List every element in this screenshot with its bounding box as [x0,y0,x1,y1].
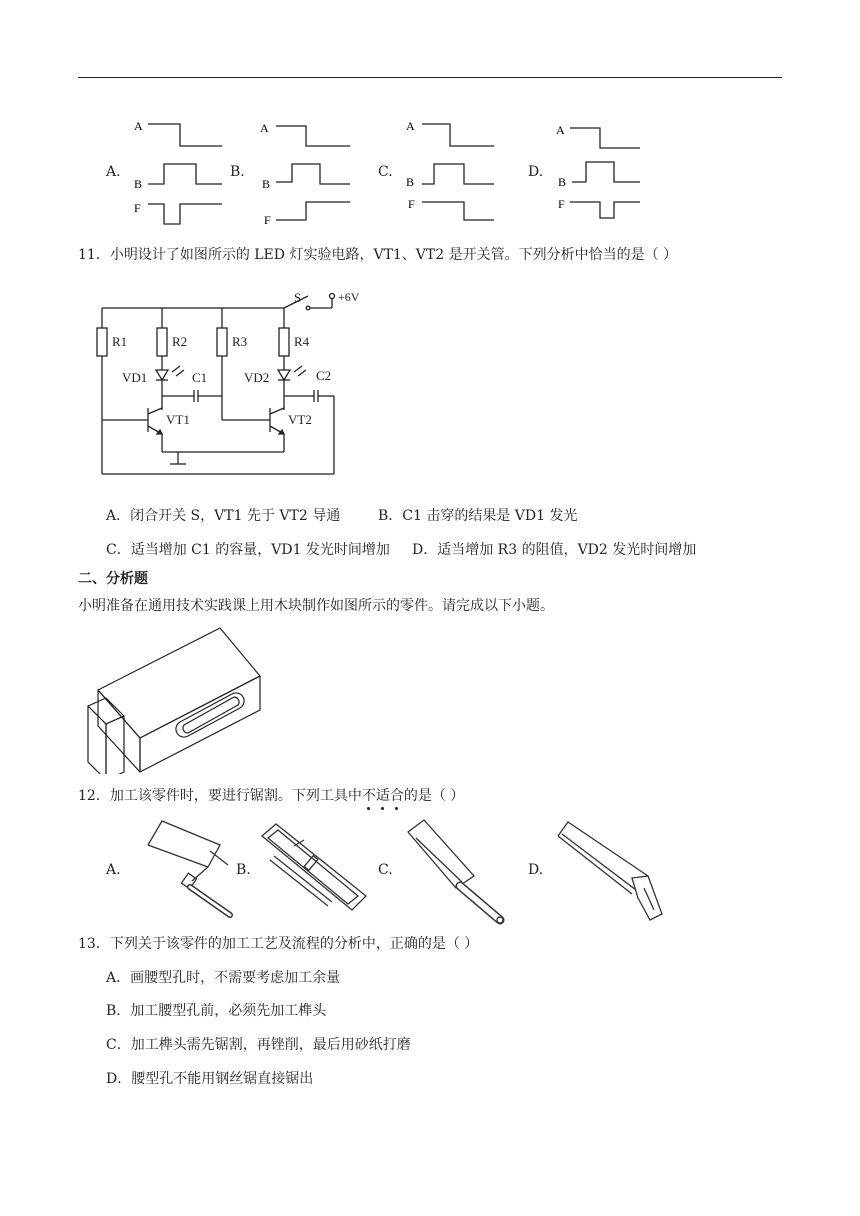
r3-label: R3 [232,334,248,349]
signal-a-wave [148,124,222,146]
signal-f-label: F [134,201,141,215]
vd2-label: VD2 [244,370,270,385]
header-rule [78,77,782,78]
signal-f-label: F [264,213,271,227]
signal-a-wave [570,128,640,148]
signal-a-label: A [260,121,269,135]
signal-a-label: A [134,119,143,133]
vt2-label: VT2 [288,412,312,427]
signal-b-wave [422,164,494,184]
signal-b-wave [148,164,222,184]
signal-a-label: A [406,119,415,133]
q13-option-a[interactable]: A．画腰型孔时，不需要考虑加工余量 [106,970,341,986]
q11-circuit-diagram [94,284,394,484]
q10-waveform-a[interactable] [128,112,228,230]
signal-f-wave [276,202,350,220]
signal-a-wave [276,126,350,146]
q12-stem-post: 的是（ ） [403,788,465,804]
q10-option-b-letter: B. [230,164,245,180]
q10-waveform-b[interactable] [256,112,356,230]
r2-label: R2 [172,334,188,349]
q13-option-c[interactable]: C．加工榫头需先锯割，再锉削，最后用砂纸打磨 [106,1037,411,1053]
q12-option-a-letter: A. [106,862,121,878]
q10-waveform-c[interactable] [402,112,502,230]
q11-option-a[interactable]: A．闭合开关 S，VT1 先于 VT2 导通 [106,508,341,524]
hand-saw-icon[interactable] [404,816,514,928]
signal-f-wave [148,204,222,224]
signal-b-label: B [134,177,143,191]
vt1-label: VT1 [166,412,190,427]
signal-f-label: F [408,197,415,211]
coping-saw-icon[interactable] [132,815,242,923]
q12-option-b-letter: B. [236,862,251,878]
wood-part-drawing [84,624,274,774]
c2-label: C2 [316,368,332,383]
vd1-label: VD1 [122,370,148,385]
switch-label: S [294,290,302,305]
signal-b-label: B [406,175,415,189]
q11-option-b[interactable]: B．C1 击穿的结果是 VD1 发光 [378,508,578,524]
q13-stem: 13．下列关于该零件的加工工艺及流程的分析中，正确的是（ ） [78,936,479,952]
q10-option-d-letter: D. [528,164,544,180]
q12-emphasis-char: 适 [375,788,390,804]
q12-emphasis-char: 合 [389,788,404,804]
signal-f-label: F [558,197,565,211]
section-intro: 小明准备在通用技术实践课上用木块制作如图所示的零件。请完成以下小题。 [78,598,554,614]
c1-label: C1 [192,370,208,385]
q10-option-a-letter: A. [106,164,121,180]
frame-saw-icon[interactable] [258,820,370,928]
q13-option-d[interactable]: D．腰型孔不能用钢丝锯直接锯出 [106,1071,314,1087]
hacksaw-icon[interactable] [552,818,668,924]
q10-option-c-letter: C. [378,164,393,180]
signal-a-label: A [556,123,565,137]
supply-label: +6V [338,290,360,304]
q13-option-b[interactable]: B．加工腰型孔前，必须先加工榫头 [106,1003,327,1019]
signal-b-label: B [262,177,271,191]
signal-b-wave [572,162,640,182]
q12-option-c-letter: C. [378,862,393,878]
q10-waveform-d[interactable] [552,112,652,230]
q11-stem: 11．小明设计了如图所示的 LED 灯实验电路，VT1、VT2 是开关管。下列分析中恰当的是（ ） [78,247,678,263]
r4-label: R4 [294,334,310,349]
signal-b-wave [276,164,350,184]
section-heading: 二、分析题 [78,571,148,587]
q12-option-d-letter: D. [528,862,544,878]
q11-option-d[interactable]: D．适当增加 R3 的阻值，VD2 发光时间增加 [412,542,697,558]
q12-stem [78,787,464,805]
signal-f-wave [570,202,640,218]
q12-emphasis-char: 不 [361,788,376,804]
q12-stem-pre: 12．加工该零件时，要进行锯割。下列工具中 [78,788,362,804]
r1-label: R1 [112,334,128,349]
signal-f-wave [422,202,494,220]
q11-option-c[interactable]: C．适当增加 C1 的容量，VD1 发光时间增加 [106,542,390,558]
signal-a-wave [422,124,494,146]
signal-b-label: B [558,175,567,189]
